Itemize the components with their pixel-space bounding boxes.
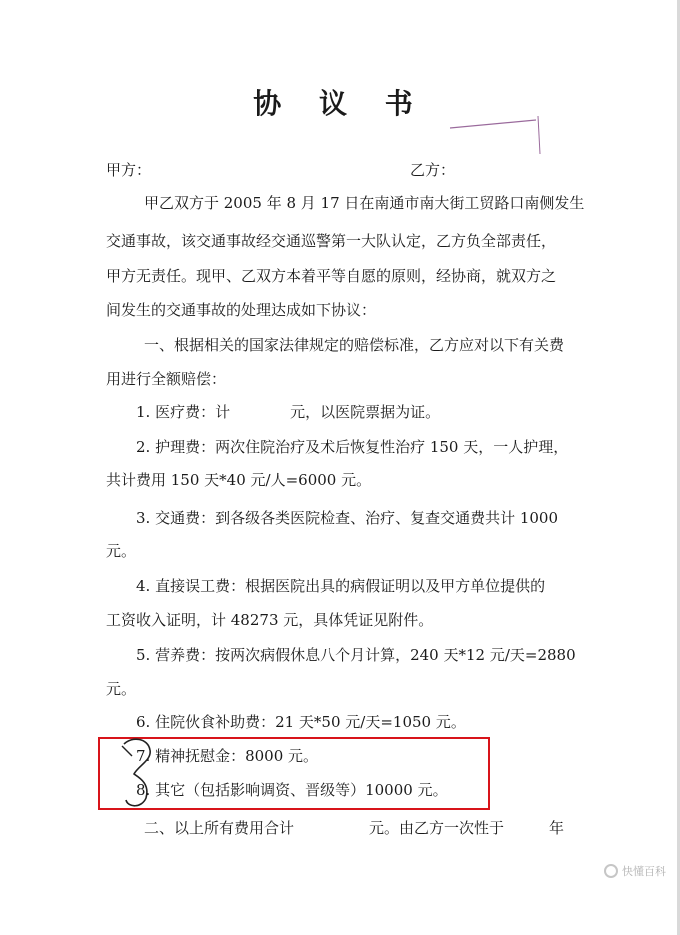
paragraph-line: 间发生的交通事故的处理达成如下协议：: [106, 301, 377, 319]
watermark: [604, 863, 666, 879]
list-item-highlighted: 7. 精神抚慰金：8000 元。: [136, 747, 319, 765]
party-a-label: 甲方：: [106, 161, 152, 179]
list-item: 5. 营养费：按两次病假休息八个月计算，240 天*12 元/天=2880: [136, 646, 576, 664]
pen-mark-icon: [448, 112, 548, 162]
paragraph-line: 用进行全额赔偿：: [106, 370, 227, 388]
list-item: 4. 直接误工费：根据医院出具的病假证明以及甲方单位提供的: [136, 577, 546, 595]
paragraph-line: 交通事故，该交通事故经交通巡警第一大队认定，乙方负全部责任，: [106, 232, 557, 250]
handwritten-circle-icon: [118, 734, 158, 814]
list-item: 6. 住院伙食补助费：21 天*50 元/天=1050 元。: [136, 713, 466, 731]
clause-heading: 二、以上所有费用合计 元。由乙方一次性于 年: [144, 819, 565, 837]
watermark-text: 快懂百科: [622, 865, 666, 878]
logo-circle-icon: [604, 864, 618, 878]
list-item-continuation: 元。: [106, 680, 137, 698]
party-b-label: 乙方：: [410, 161, 456, 179]
list-item-continuation: 共计费用 150 天*40 元/人=6000 元。: [106, 471, 372, 489]
list-item: 1. 医疗费：计 元，以医院票据为证。: [136, 403, 441, 421]
list-item-highlighted: 8. 其它（包括影响调资、晋级等）10000 元。: [136, 781, 448, 799]
paragraph-line: 甲乙双方于 2005 年 8 月 17 日在南通市南大街工贸路口南侧发生: [144, 194, 585, 212]
document-title: 协 议 书: [253, 87, 427, 120]
list-item-continuation: 工资收入证明，计 48273 元，具体凭证见附件。: [106, 611, 434, 629]
list-item: 3. 交通费：到各级各类医院检查、治疗、复查交通费共计 1000: [136, 509, 559, 527]
list-item: 2. 护理费：两次住院治疗及术后恢复性治疗 150 天，一人护理，: [136, 438, 569, 456]
clause-heading: 一、根据相关的国家法律规定的赔偿标准，乙方应对以下有关费: [144, 336, 565, 354]
list-item-continuation: 元。: [106, 542, 137, 560]
paragraph-line: 甲方无责任。现甲、乙双方本着平等自愿的原则，经协商，就双方之: [106, 267, 557, 285]
